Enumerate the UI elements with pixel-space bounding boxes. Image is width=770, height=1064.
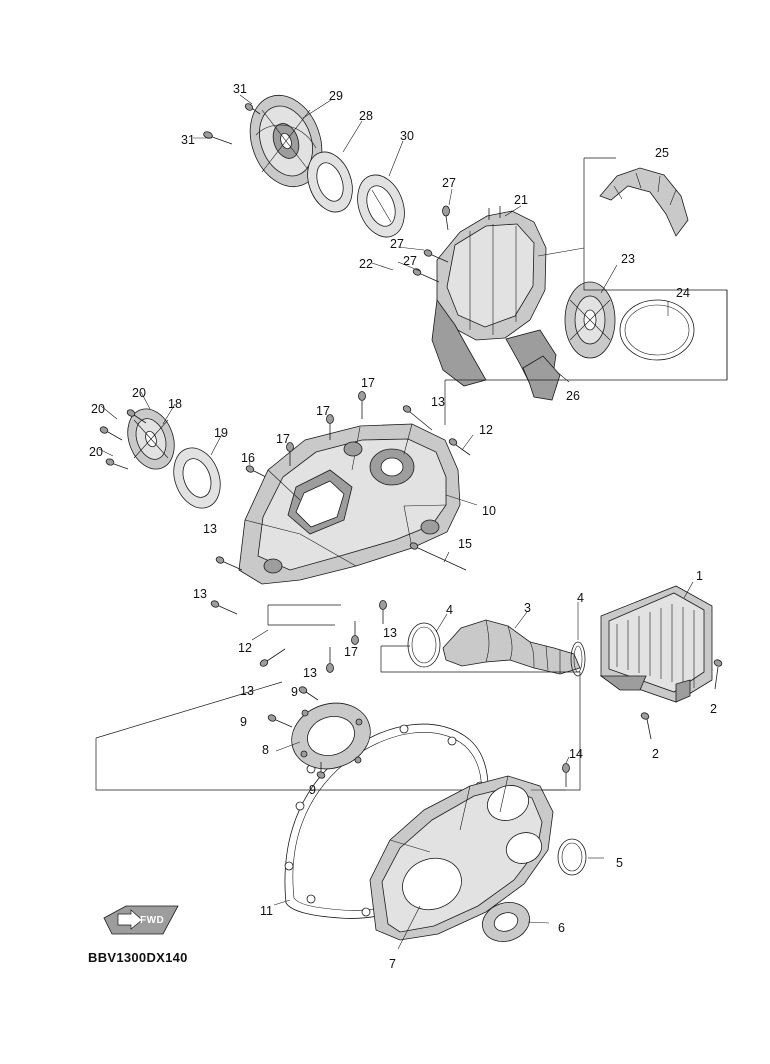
callout-2a[interactable]: 2 (710, 702, 717, 716)
callout-27b[interactable]: 27 (390, 237, 404, 251)
callout-10[interactable]: 10 (482, 504, 496, 518)
callout-16[interactable]: 16 (241, 451, 255, 465)
callout-20c[interactable]: 20 (89, 445, 103, 459)
callout-4a[interactable]: 4 (446, 603, 453, 617)
group-crankcase-cover (210, 380, 477, 673)
callout-21[interactable]: 21 (514, 193, 528, 207)
callout-15[interactable]: 15 (458, 537, 472, 551)
callout-17c[interactable]: 17 (276, 432, 290, 446)
callout-30[interactable]: 30 (400, 129, 414, 143)
callout-2b[interactable]: 2 (652, 747, 659, 761)
callout-20a[interactable]: 20 (132, 386, 146, 400)
callout-23[interactable]: 23 (621, 252, 635, 266)
callout-13c[interactable]: 13 (193, 587, 207, 601)
callout-12a[interactable]: 12 (479, 423, 493, 437)
callout-27c[interactable]: 27 (403, 254, 417, 268)
callout-9a[interactable]: 9 (291, 685, 298, 699)
callout-7[interactable]: 7 (389, 957, 396, 971)
callout-13a[interactable]: 13 (431, 395, 445, 409)
callout-11[interactable]: 11 (260, 904, 273, 918)
callout-13f[interactable]: 13 (240, 684, 254, 698)
callout-3[interactable]: 3 (524, 601, 531, 615)
callout-5[interactable]: 5 (616, 856, 623, 870)
fwd-label: FWD (140, 915, 165, 926)
group-air-intake (300, 582, 723, 790)
callout-6[interactable]: 6 (558, 921, 565, 935)
callout-9c[interactable]: 9 (309, 783, 316, 797)
callout-31a[interactable]: 31 (233, 82, 247, 96)
callout-26[interactable]: 26 (566, 389, 580, 403)
callout-13d[interactable]: 13 (383, 626, 397, 640)
callout-17b[interactable]: 17 (316, 404, 330, 418)
callout-25[interactable]: 25 (655, 146, 669, 160)
callout-18[interactable]: 18 (168, 397, 182, 411)
callout-12b[interactable]: 12 (238, 641, 252, 655)
callout-17d[interactable]: 17 (344, 645, 358, 659)
callout-13b[interactable]: 13 (203, 522, 217, 536)
callout-14[interactable]: 14 (569, 747, 583, 761)
group-primary-sheave (372, 158, 727, 400)
callout-20b[interactable]: 20 (91, 402, 105, 416)
callout-31b[interactable]: 31 (181, 133, 195, 147)
callout-28[interactable]: 28 (359, 109, 373, 123)
callout-1[interactable]: 1 (696, 569, 703, 583)
callout-27a[interactable]: 27 (442, 176, 456, 190)
callout-4b[interactable]: 4 (577, 591, 584, 605)
group-magneto (193, 82, 413, 243)
diagram-code: BBV1300DX140 (88, 950, 188, 965)
callout-22[interactable]: 22 (359, 257, 373, 271)
callout-29[interactable]: 29 (329, 89, 343, 103)
callout-17a[interactable]: 17 (361, 376, 375, 390)
callout-13e[interactable]: 13 (303, 666, 317, 680)
callout-24[interactable]: 24 (676, 286, 690, 300)
callout-19[interactable]: 19 (214, 426, 228, 440)
callout-9b[interactable]: 9 (240, 715, 247, 729)
callout-8[interactable]: 8 (262, 743, 269, 757)
